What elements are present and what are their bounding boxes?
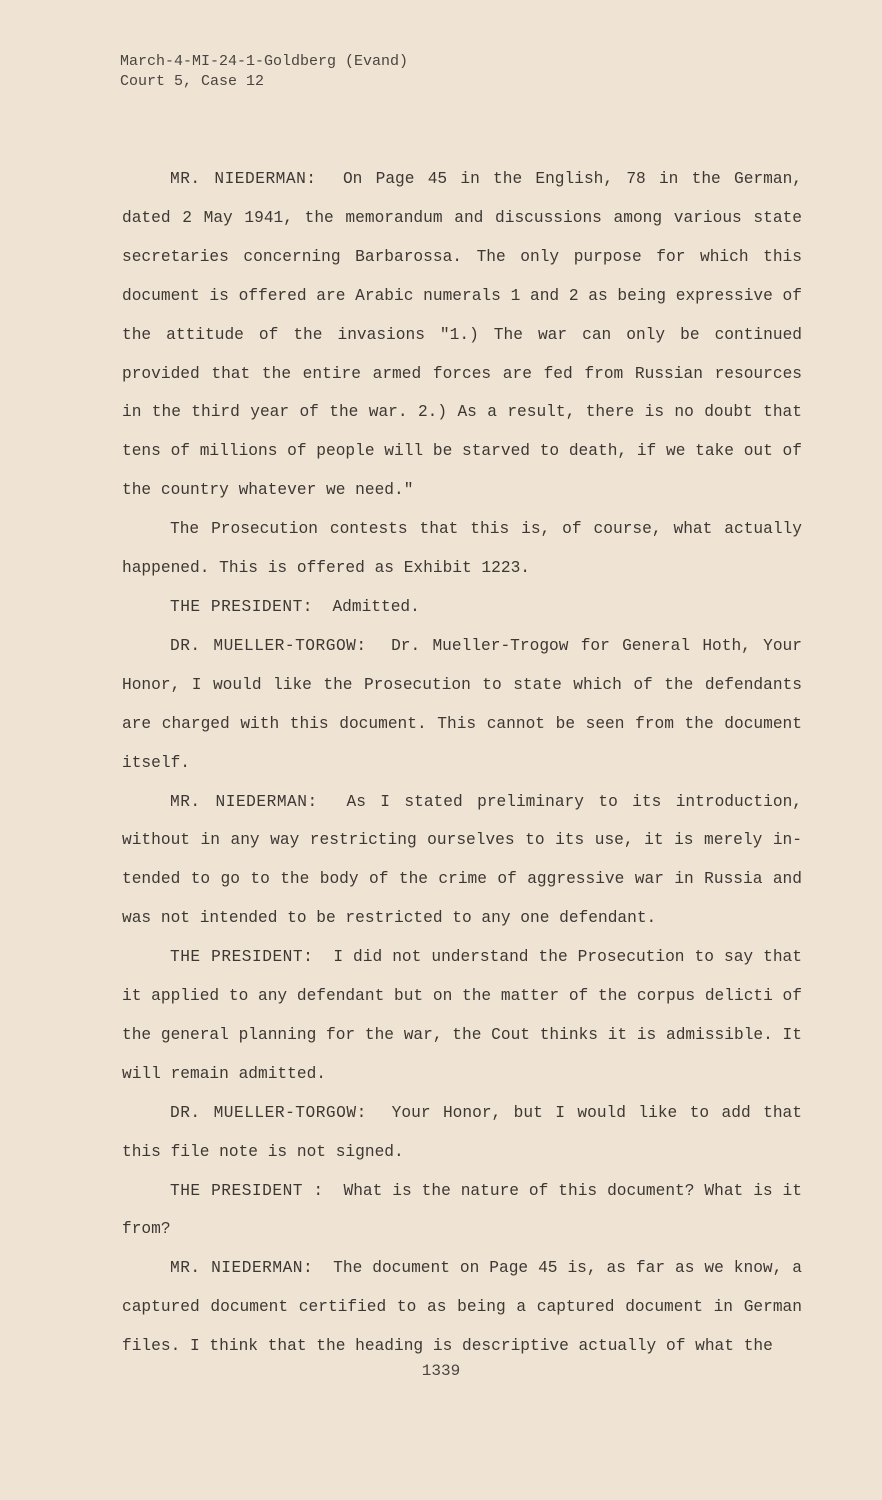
speaker-label: DR. MUELLER-TORGOW: [170, 1103, 367, 1122]
transcript-paragraph [122, 1172, 802, 1250]
paragraph-text: Dr. Mueller-Trogow for General Hoth, Your Honor, I would like the Prosecution to state which of the defendants are charged with this document. This cannot be seen from the document itself. [122, 636, 802, 772]
transcript-paragraph [122, 1249, 802, 1366]
paragraph-text: What is the nature of this document? What is it from? [122, 1181, 802, 1239]
speaker-label: MR. NIEDERMAN: [170, 792, 318, 811]
transcript-paragraph [122, 510, 802, 588]
transcript-paragraph [122, 588, 802, 627]
speaker-label: THE PRESIDENT: [170, 948, 314, 967]
paragraph-text: On Page 45 in the English, 78 in the German, dated 2 May 1941, the memorandum and discussions among various state secretaries concerning Barbarossa. The only purpose for which this document is offered are Arabic numerals 1 and 2 as being expressive of the attitude of the invasions "1.) The war can only be continued provided that the entire armed forces are fed from Russian resources in the third year of the war. 2.) As a result, there is no doubt that tens of millions of people will be starved to death, if we take out of the country whatever we need." [122, 170, 802, 500]
speaker-label: MR. NIEDERMAN: [170, 1259, 314, 1278]
speaker-label: DR. MUELLER-TORGOW: [170, 636, 367, 655]
document-header [120, 52, 408, 92]
transcript-body [122, 160, 802, 1366]
transcript-paragraph [122, 1094, 802, 1172]
page-number: 1339 [421, 1362, 461, 1380]
speaker-label: THE PRESIDENT : [170, 1181, 324, 1200]
paragraph-text: The Prosecution contests that this is, of course, what actually happened. This is offered as Exhibit 1223. [122, 520, 802, 578]
transcript-paragraph [122, 783, 802, 939]
header-line-2: Court 5, Case 12 [120, 73, 265, 90]
speaker-label: THE PRESIDENT: [170, 597, 313, 616]
transcript-paragraph [122, 160, 802, 510]
transcript-paragraph [122, 627, 802, 783]
paragraph-text: I did not understand the Prosecution to say that it applied to any defendant but on the matter of the corpus delicti of the general planning for the war, the Cout thinks it is admissible. It will remain admitted. [122, 948, 802, 1083]
speaker-label: MR. NIEDERMAN: [170, 170, 317, 188]
transcript-paragraph [122, 938, 802, 1094]
paragraph-text: The document on Page 45 is, as far as we know, a captured document certified to as being a captured document in German files. I think that the heading is descriptive actually of what the [122, 1259, 802, 1356]
header-line-1: March-4-MI-24-1-Goldberg (Evand) [120, 53, 409, 70]
paragraph-text: As I stated preliminary to its introduction, without in any way restricting ourselves to its use, it is merely in-tended to go to the body of the crime of aggressive war in Russia and was not intended to be restricted to any one defendant. [122, 792, 802, 928]
paragraph-text: Your Honor, but I would like to add that this file note is not signed. [122, 1103, 802, 1161]
paragraph-text: Admitted. [332, 597, 420, 616]
